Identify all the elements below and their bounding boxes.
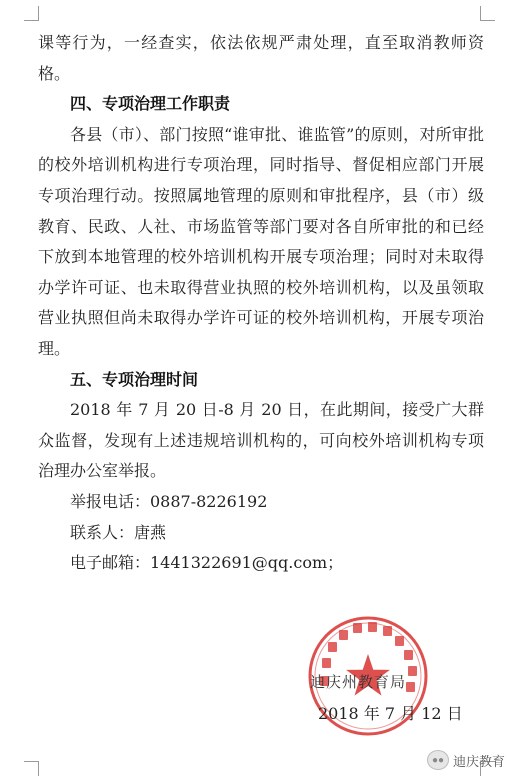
- page-corner-mark: [24, 761, 39, 776]
- contact-person: 联系人：唐燕: [70, 522, 167, 542]
- paragraph-section-4: 各县（市）、部门按照“谁审批、谁监管”的原则，对所审批的校外培训机构进行专项治理，同时指导、督促相应部门开展专项治理行动。按照属地管理的原则和审批程序，县（市）级教育、民政、人社、市场监管等部门要对各自所审批的和已经下放到本地管理的校外培训机构开展专项治理；同时对未取得办学许可证、也未取得营业执照的校外培训机构，以及虽领取营业执照但尚未取得办学许可证的校外培训机构，开展专项治理。: [38, 124, 484, 358]
- seal-organization-line: 迪庆州教育局: [310, 673, 407, 691]
- paragraph-section-5: 2018 年 7 月 20 日-8 月 20 日，在此期间，接受广大群众监督，发现有上述违规培训机构的，可向校外培训机构专项治理办公室举报。: [38, 400, 484, 481]
- page-corner-mark: [24, 6, 39, 21]
- page-corner-mark: [480, 6, 495, 21]
- document-body: [38, 28, 484, 579]
- section-heading-4: 四、专项治理工作职责: [70, 94, 231, 114]
- paragraph-intro: 课等行为，一经查实，依法依规严肃处理，直至取消教师资格。: [38, 33, 484, 83]
- report-phone: 举报电话：0887-8226192: [70, 491, 268, 511]
- document-date: 2018 年 7 月 12 日: [318, 704, 463, 723]
- section-heading-5: 五、专项治理时间: [70, 369, 199, 389]
- contact-email: 电子邮箱：1441322691@qq.com；: [70, 553, 344, 573]
- wechat-icon: ●●: [427, 750, 449, 770]
- watermark-label: 迪庆教育: [452, 753, 505, 769]
- wechat-watermark: [427, 750, 505, 770]
